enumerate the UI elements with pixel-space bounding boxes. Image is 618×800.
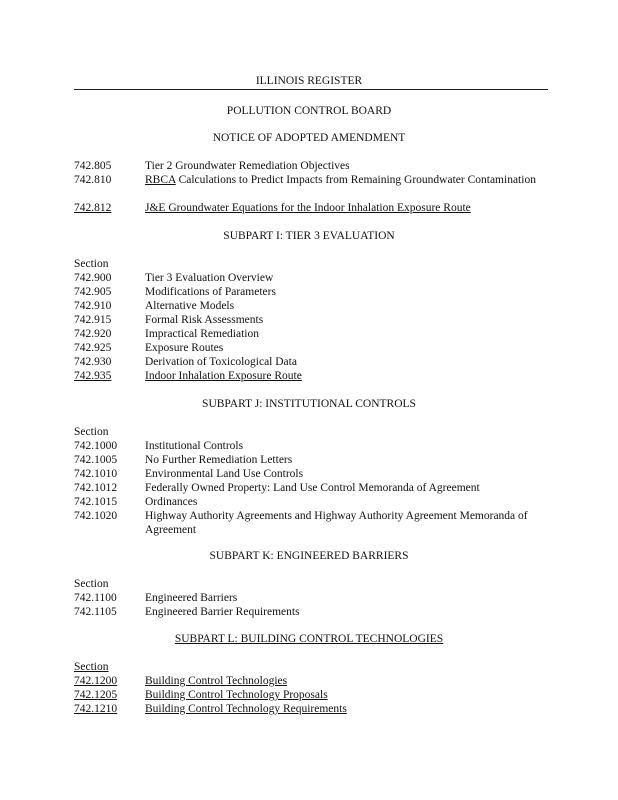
register-title: ILLINOIS REGISTER	[255, 75, 363, 87]
section-title: Highway Authority Agreements and Highway Authority Agreement Memoranda of Agreement	[145, 510, 528, 536]
section-number: 742.1105	[74, 606, 117, 618]
section-title-underlined: RBCA	[145, 174, 176, 186]
section-number: 742.810	[74, 174, 112, 186]
section-title: Impractical Remediation	[145, 328, 259, 340]
section-title: Building Control Technology Proposals	[145, 689, 328, 701]
section-number: 742.1005	[74, 454, 118, 466]
subpart-l-title: SUBPART L: BUILDING CONTROL TECHNOLOGIES	[174, 633, 444, 645]
section-title: Alternative Models	[145, 300, 235, 312]
section-number: 742.1210	[74, 703, 118, 715]
section-number: 742.1200	[74, 675, 118, 687]
section-number: 742.905	[74, 286, 112, 298]
section-label: Section	[74, 426, 109, 438]
section-title: Tier 2 Groundwater Remediation Objectives	[145, 160, 350, 172]
section-title: Modifications of Parameters	[145, 286, 276, 298]
section-number: 742.925	[74, 342, 112, 354]
section-title-rest: Calculations to Predict Impacts from Remaining Groundwater Contamination	[175, 174, 536, 186]
section-title: Ordinances	[145, 496, 198, 508]
section-title: Building Control Technologies	[145, 675, 288, 687]
subpart-j-title: SUBPART J: INSTITUTIONAL CONTROLS	[202, 398, 416, 410]
section-title: Exposure Routes	[145, 342, 224, 354]
section-number: 742.1020	[74, 510, 118, 522]
section-number: 742.1100	[74, 592, 117, 604]
section-title: Derivation of Toxicological Data	[145, 356, 297, 368]
section-title: Federally Owned Property: Land Use Control Memoranda of Agreement	[145, 482, 480, 494]
section-title: Tier 3 Evaluation Overview	[145, 272, 274, 284]
section-number: 742.920	[74, 328, 112, 340]
section-number: 742.1205	[74, 689, 118, 701]
section-number: 742.935	[74, 370, 112, 382]
section-title	[145, 173, 545, 187]
section-number: 742.900	[74, 272, 112, 284]
subpart-k-title: SUBPART K: ENGINEERED BARRIERS	[209, 550, 409, 562]
section-title: Engineered Barrier Requirements	[145, 606, 300, 618]
section-title: J&E Groundwater Equations for the Indoor Inhalation Exposure Route	[145, 202, 471, 214]
section-number: 742.930	[74, 356, 112, 368]
section-title: Indoor Inhalation Exposure Route	[145, 370, 302, 382]
header-rule	[74, 89, 548, 90]
section-title: Engineered Barriers	[145, 592, 238, 604]
section-number: 742.915	[74, 314, 112, 326]
section-number: 742.1000	[74, 440, 118, 452]
notice-title: NOTICE OF ADOPTED AMENDMENT	[212, 132, 406, 144]
board-name: POLLUTION CONTROL BOARD	[226, 105, 392, 117]
subpart-i-title: SUBPART I: TIER 3 EVALUATION	[223, 230, 395, 242]
section-title: Building Control Technology Requirements	[145, 703, 347, 715]
section-number: 742.812	[74, 202, 112, 214]
section-title: Formal Risk Assessments	[145, 314, 264, 326]
section-number: 742.1015	[74, 496, 118, 508]
section-label: Section	[74, 661, 109, 673]
section-number: 742.1012	[74, 482, 118, 494]
section-number: 742.805	[74, 160, 112, 172]
section-number: 742.1010	[74, 468, 118, 480]
section-label: Section	[74, 258, 109, 270]
section-title: No Further Remediation Letters	[145, 454, 293, 466]
section-number: 742.910	[74, 300, 112, 312]
section-label: Section	[74, 578, 109, 590]
section-title: Environmental Land Use Controls	[145, 468, 304, 480]
section-title: Institutional Controls	[145, 440, 244, 452]
